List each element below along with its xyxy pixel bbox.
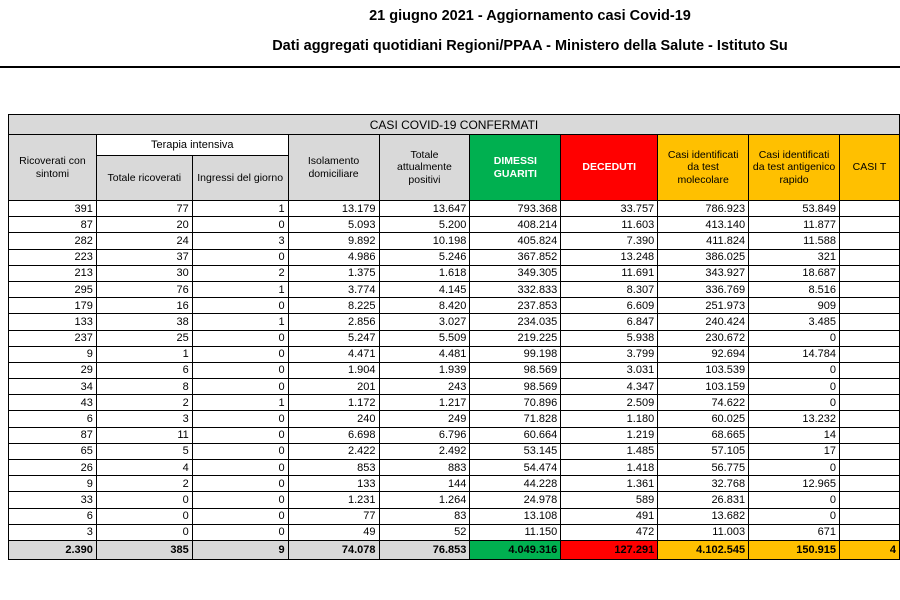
cell: 0 xyxy=(96,492,192,508)
cell: 11 xyxy=(96,427,192,443)
cell: 1.172 xyxy=(288,395,379,411)
cell: 87 xyxy=(9,427,97,443)
cell: 1.618 xyxy=(379,265,470,281)
col-header-test-molecolare: Casi identificati da test molecolare xyxy=(658,135,749,201)
table-row xyxy=(9,379,900,395)
cell xyxy=(839,346,899,362)
total-cell: 4.102.545 xyxy=(658,540,749,559)
cell: 5.247 xyxy=(288,330,379,346)
cell xyxy=(839,443,899,459)
cell: 5.246 xyxy=(379,249,470,265)
cell: 0 xyxy=(192,476,288,492)
cell: 1.219 xyxy=(561,427,658,443)
cell: 6 xyxy=(9,411,97,427)
cell: 2.492 xyxy=(379,443,470,459)
cell xyxy=(839,379,899,395)
cell xyxy=(839,217,899,233)
cell: 9 xyxy=(9,346,97,362)
cell: 282 xyxy=(9,233,97,249)
table-row xyxy=(9,265,900,281)
cell: 11.588 xyxy=(749,233,840,249)
cell: 13.232 xyxy=(749,411,840,427)
cell: 99.198 xyxy=(470,346,561,362)
cell: 4.481 xyxy=(379,346,470,362)
cell: 2.509 xyxy=(561,395,658,411)
cell: 405.824 xyxy=(470,233,561,249)
cell: 853 xyxy=(288,460,379,476)
table-row xyxy=(9,233,900,249)
cell: 230.672 xyxy=(658,330,749,346)
cell: 11.691 xyxy=(561,265,658,281)
cell: 0 xyxy=(96,508,192,524)
cell: 4.347 xyxy=(561,379,658,395)
cell: 71.828 xyxy=(470,411,561,427)
table-row xyxy=(9,476,900,492)
cell: 413.140 xyxy=(658,217,749,233)
cell: 3.031 xyxy=(561,362,658,378)
cell: 8.516 xyxy=(749,281,840,297)
cell: 14.784 xyxy=(749,346,840,362)
cell: 3 xyxy=(9,524,97,540)
cell: 24.978 xyxy=(470,492,561,508)
cell: 1 xyxy=(192,281,288,297)
cell: 13.108 xyxy=(470,508,561,524)
cell: 6 xyxy=(96,362,192,378)
cell: 70.896 xyxy=(470,395,561,411)
cell: 0 xyxy=(192,411,288,427)
cell: 74.622 xyxy=(658,395,749,411)
total-cell: 150.915 xyxy=(749,540,840,559)
cell: 1 xyxy=(192,395,288,411)
cell: 11.003 xyxy=(658,524,749,540)
cell: 4.986 xyxy=(288,249,379,265)
total-cell: 9 xyxy=(192,540,288,559)
cell: 2.422 xyxy=(288,443,379,459)
cell: 0 xyxy=(192,524,288,540)
col-header-ingressi-del-giorno: Ingressi del giorno xyxy=(192,156,288,201)
report-title: 21 giugno 2021 - Aggiornamento casi Covid-19 xyxy=(369,8,691,24)
cell: 92.694 xyxy=(658,346,749,362)
cell: 1 xyxy=(192,314,288,330)
report-subtitle: Dati aggregati quotidiani Regioni/PPAA - Ministero della Salute - Istituto Su xyxy=(272,38,788,54)
cell: 472 xyxy=(561,524,658,540)
cell: 25 xyxy=(96,330,192,346)
cell: 98.569 xyxy=(470,379,561,395)
data-table-container xyxy=(8,114,900,560)
total-cell: 127.291 xyxy=(561,540,658,559)
table-total-row xyxy=(9,540,900,559)
total-cell: 4.049.316 xyxy=(470,540,561,559)
cell: 909 xyxy=(749,298,840,314)
cell: 295 xyxy=(9,281,97,297)
cell: 343.927 xyxy=(658,265,749,281)
cell: 883 xyxy=(379,460,470,476)
cell xyxy=(839,201,899,217)
cell: 0 xyxy=(749,508,840,524)
cell: 1.264 xyxy=(379,492,470,508)
table-row xyxy=(9,201,900,217)
cell: 30 xyxy=(96,265,192,281)
col-header-totale-ricoverati: Totale ricoverati xyxy=(96,156,192,201)
cell: 0 xyxy=(192,443,288,459)
cell: 1 xyxy=(192,201,288,217)
table-row xyxy=(9,411,900,427)
table-row xyxy=(9,508,900,524)
cell: 76 xyxy=(96,281,192,297)
table-row xyxy=(9,298,900,314)
cell: 0 xyxy=(192,460,288,476)
cell: 98.569 xyxy=(470,362,561,378)
cell: 133 xyxy=(288,476,379,492)
table-row xyxy=(9,524,900,540)
cell: 240.424 xyxy=(658,314,749,330)
cell: 4.145 xyxy=(379,281,470,297)
cell: 103.539 xyxy=(658,362,749,378)
total-cell: 76.853 xyxy=(379,540,470,559)
cell: 24 xyxy=(96,233,192,249)
table-row xyxy=(9,217,900,233)
cell: 234.035 xyxy=(470,314,561,330)
cell: 0 xyxy=(96,524,192,540)
cell: 0 xyxy=(192,346,288,362)
cell: 83 xyxy=(379,508,470,524)
cell: 0 xyxy=(749,395,840,411)
cell: 52 xyxy=(379,524,470,540)
table-row xyxy=(9,443,900,459)
cell: 3 xyxy=(96,411,192,427)
cell: 65 xyxy=(9,443,97,459)
cell: 0 xyxy=(749,492,840,508)
cell: 3.027 xyxy=(379,314,470,330)
table-row xyxy=(9,346,900,362)
cell: 201 xyxy=(288,379,379,395)
cell: 367.852 xyxy=(470,249,561,265)
cell: 8.420 xyxy=(379,298,470,314)
cell xyxy=(839,492,899,508)
cell: 37 xyxy=(96,249,192,265)
cell: 44.228 xyxy=(470,476,561,492)
cell: 321 xyxy=(749,249,840,265)
cell: 1.361 xyxy=(561,476,658,492)
cell: 5.200 xyxy=(379,217,470,233)
table-row xyxy=(9,330,900,346)
table-row xyxy=(9,249,900,265)
table-title-row xyxy=(9,115,900,135)
cell: 12.965 xyxy=(749,476,840,492)
cell: 0 xyxy=(192,298,288,314)
cell: 13.647 xyxy=(379,201,470,217)
cell: 49 xyxy=(288,524,379,540)
cell: 671 xyxy=(749,524,840,540)
cell: 1.217 xyxy=(379,395,470,411)
cell: 243 xyxy=(379,379,470,395)
cell: 251.973 xyxy=(658,298,749,314)
col-header-casi-totali: CASI T xyxy=(839,135,899,201)
cell: 18.687 xyxy=(749,265,840,281)
col-header-ricoverati-sintomi: Ricoverati con sintomi xyxy=(9,135,97,201)
cell: 1.231 xyxy=(288,492,379,508)
cell: 1.180 xyxy=(561,411,658,427)
cell: 3.799 xyxy=(561,346,658,362)
cell: 219.225 xyxy=(470,330,561,346)
report-header xyxy=(0,0,900,68)
cell: 4.471 xyxy=(288,346,379,362)
col-header-deceduti: DECEDUTI xyxy=(561,135,658,201)
cell: 11.603 xyxy=(561,217,658,233)
cell: 408.214 xyxy=(470,217,561,233)
cell: 237 xyxy=(9,330,97,346)
cell xyxy=(839,249,899,265)
cell: 5.509 xyxy=(379,330,470,346)
cell: 6.609 xyxy=(561,298,658,314)
cell: 0 xyxy=(192,362,288,378)
cell: 1 xyxy=(96,346,192,362)
cell: 26 xyxy=(9,460,97,476)
cell: 1.904 xyxy=(288,362,379,378)
table-row xyxy=(9,460,900,476)
cell: 33.757 xyxy=(561,201,658,217)
total-cell: 385 xyxy=(96,540,192,559)
total-cell: 74.078 xyxy=(288,540,379,559)
cell: 32.768 xyxy=(658,476,749,492)
cell: 60.025 xyxy=(658,411,749,427)
cell: 5 xyxy=(96,443,192,459)
cell: 793.368 xyxy=(470,201,561,217)
cell: 213 xyxy=(9,265,97,281)
cell: 13.682 xyxy=(658,508,749,524)
table-row xyxy=(9,492,900,508)
cell: 1.375 xyxy=(288,265,379,281)
cell: 9 xyxy=(9,476,97,492)
cell: 0 xyxy=(192,379,288,395)
cell: 786.923 xyxy=(658,201,749,217)
cell xyxy=(839,265,899,281)
cell xyxy=(839,362,899,378)
col-header-totale-attualmente-positivi: Totale attualmente positivi xyxy=(379,135,470,201)
col-header-test-antigenico-rapido: Casi identificati da test antigenico rapido xyxy=(749,135,840,201)
cell: 87 xyxy=(9,217,97,233)
cell: 223 xyxy=(9,249,97,265)
cell: 43 xyxy=(9,395,97,411)
cell xyxy=(839,524,899,540)
cell: 2 xyxy=(192,265,288,281)
cell xyxy=(839,314,899,330)
cell: 133 xyxy=(9,314,97,330)
cell: 144 xyxy=(379,476,470,492)
cell xyxy=(839,281,899,297)
cell: 0 xyxy=(749,330,840,346)
cell: 411.824 xyxy=(658,233,749,249)
cell: 8 xyxy=(96,379,192,395)
col-group-terapia-intensiva: Terapia intensiva xyxy=(96,135,288,156)
cell: 0 xyxy=(192,217,288,233)
cell: 13.179 xyxy=(288,201,379,217)
cell: 0 xyxy=(192,492,288,508)
cell xyxy=(839,330,899,346)
cell: 38 xyxy=(96,314,192,330)
cell: 17 xyxy=(749,443,840,459)
cell xyxy=(839,508,899,524)
table-body xyxy=(9,201,900,560)
cell: 0 xyxy=(749,362,840,378)
cell: 5.938 xyxy=(561,330,658,346)
header-divider xyxy=(0,66,900,68)
cell: 14 xyxy=(749,427,840,443)
table-group-row xyxy=(9,135,900,156)
cell: 77 xyxy=(96,201,192,217)
col-header-isolamento-domiciliare: Isolamento domiciliare xyxy=(288,135,379,201)
cell: 0 xyxy=(192,249,288,265)
cell xyxy=(839,460,899,476)
cell: 240 xyxy=(288,411,379,427)
total-cell: 4 xyxy=(839,540,899,559)
cell: 10.198 xyxy=(379,233,470,249)
col-header-dimessi-guariti: DIMESSI GUARITI xyxy=(470,135,561,201)
cell: 26.831 xyxy=(658,492,749,508)
table-row xyxy=(9,314,900,330)
cell: 386.025 xyxy=(658,249,749,265)
cell: 53.145 xyxy=(470,443,561,459)
cell: 29 xyxy=(9,362,97,378)
cell: 589 xyxy=(561,492,658,508)
cell: 1.418 xyxy=(561,460,658,476)
cell: 33 xyxy=(9,492,97,508)
cell: 3.485 xyxy=(749,314,840,330)
cell: 16 xyxy=(96,298,192,314)
cell: 13.248 xyxy=(561,249,658,265)
cell: 5.093 xyxy=(288,217,379,233)
cell: 77 xyxy=(288,508,379,524)
cell: 8.225 xyxy=(288,298,379,314)
cell: 391 xyxy=(9,201,97,217)
cell: 54.474 xyxy=(470,460,561,476)
cell: 6 xyxy=(9,508,97,524)
cell: 34 xyxy=(9,379,97,395)
cell: 332.833 xyxy=(470,281,561,297)
cell: 6.796 xyxy=(379,427,470,443)
cell: 53.849 xyxy=(749,201,840,217)
total-cell: 2.390 xyxy=(9,540,97,559)
cell: 60.664 xyxy=(470,427,561,443)
cell: 56.775 xyxy=(658,460,749,476)
cell: 249 xyxy=(379,411,470,427)
cell: 20 xyxy=(96,217,192,233)
cell: 11.877 xyxy=(749,217,840,233)
cell: 1.939 xyxy=(379,362,470,378)
cell: 7.390 xyxy=(561,233,658,249)
cell: 336.769 xyxy=(658,281,749,297)
table-row xyxy=(9,362,900,378)
cell: 2 xyxy=(96,395,192,411)
table-row xyxy=(9,395,900,411)
cell: 9.892 xyxy=(288,233,379,249)
cell: 0 xyxy=(192,427,288,443)
cell: 349.305 xyxy=(470,265,561,281)
cell: 11.150 xyxy=(470,524,561,540)
cell: 2 xyxy=(96,476,192,492)
cell: 179 xyxy=(9,298,97,314)
table-row xyxy=(9,427,900,443)
cell xyxy=(839,233,899,249)
cell: 237.853 xyxy=(470,298,561,314)
table-row xyxy=(9,281,900,297)
cell: 3.774 xyxy=(288,281,379,297)
covid-data-table xyxy=(8,114,900,560)
cell xyxy=(839,395,899,411)
cell: 491 xyxy=(561,508,658,524)
cell: 4 xyxy=(96,460,192,476)
table-title: CASI COVID-19 CONFERMATI xyxy=(9,115,900,135)
cell: 1.485 xyxy=(561,443,658,459)
cell: 8.307 xyxy=(561,281,658,297)
cell xyxy=(839,476,899,492)
cell: 2.856 xyxy=(288,314,379,330)
cell xyxy=(839,298,899,314)
cell: 6.698 xyxy=(288,427,379,443)
cell: 68.665 xyxy=(658,427,749,443)
cell: 0 xyxy=(749,460,840,476)
cell: 103.159 xyxy=(658,379,749,395)
cell: 0 xyxy=(192,330,288,346)
cell: 3 xyxy=(192,233,288,249)
cell: 6.847 xyxy=(561,314,658,330)
cell: 0 xyxy=(749,379,840,395)
cell xyxy=(839,411,899,427)
cell: 0 xyxy=(192,508,288,524)
cell: 57.105 xyxy=(658,443,749,459)
cell xyxy=(839,427,899,443)
